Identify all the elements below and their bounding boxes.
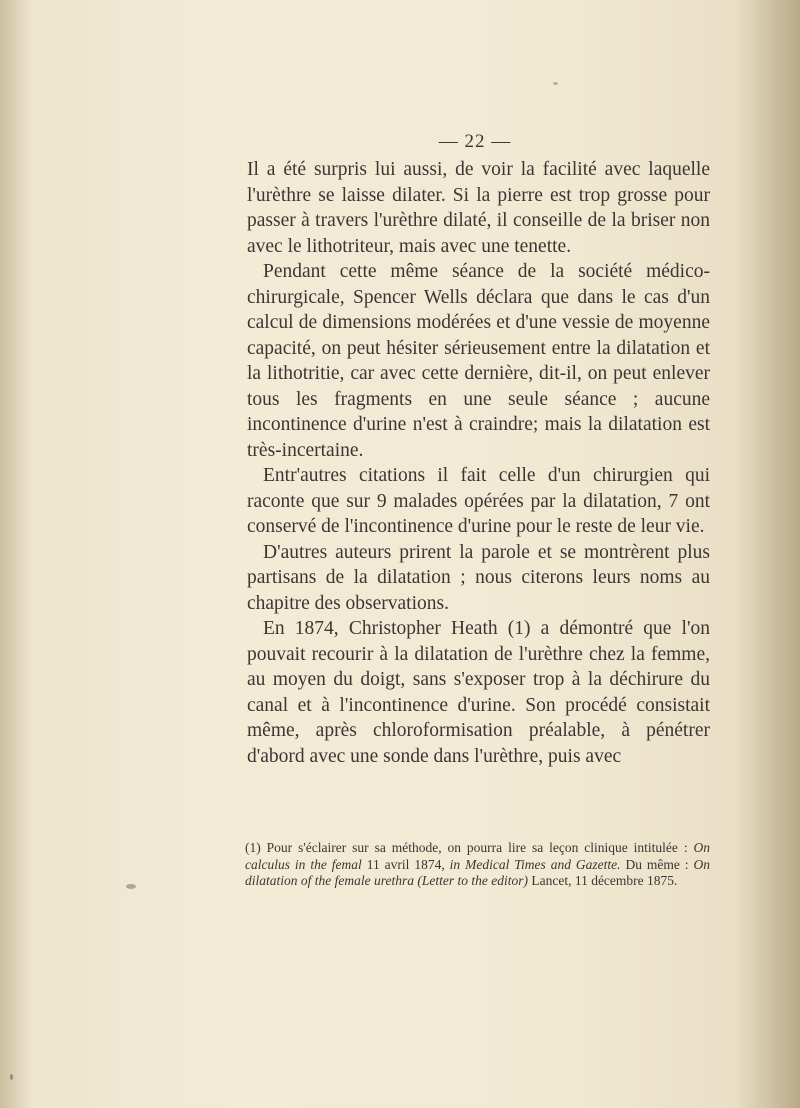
footnote xyxy=(245,840,710,890)
paragraph: D'autres auteurs prirent la parole et se montrèrent plus partisans de la dilatation ; nous citerons leurs noms au chapitre des observations. xyxy=(247,541,710,614)
page-number: — 22 — xyxy=(438,131,512,152)
footnote-title: in Medical Times and Gazette. xyxy=(449,856,621,872)
paragraph: Il a été surpris lui aussi, de voir la facilité avec laquelle l'urèthre se laisse dilater. Si la pierre est trop grosse pour passer à travers l'urèthre dilaté, il conseille de la briser non avec le lithotriteur, mais avec une tenette. xyxy=(247,159,710,257)
footnote-text: Du même : xyxy=(625,856,689,872)
footnote-text: Lancet, 11 décembre 1875. xyxy=(531,873,678,888)
paper-speck xyxy=(553,82,558,85)
paper-speck xyxy=(126,884,136,889)
footnote-mark: (1) xyxy=(245,840,261,855)
footnote-title: On calculus in the femal xyxy=(245,840,711,872)
footnote-text: Pour s'éclairer sur sa méthode, on pourra lire sa leçon clinique intitulée : xyxy=(266,840,688,855)
body-text xyxy=(247,157,710,769)
paper-speck xyxy=(10,1074,13,1080)
paragraph: En 1874, Christopher Heath (1) a démontré que l'on pouvait recourir à la dilatation de l'urèthre chez la femme, au moyen du doigt, sans s'exposer trop à la déchirure du canal et à l'incontinence d'urine. Son procédé consistait même, après chloroformisation préalable, à pénétrer d'abord avec une sonde dans l'urèthre, puis avec xyxy=(247,618,710,767)
paragraph: Entr'autres citations il fait celle d'un chirurgien qui raconte que sur 9 malades opérées par la dilatation, 7 ont conservé de l'incontinence d'urine pour le reste de leur vie. xyxy=(247,465,710,537)
paragraph: Pendant cette même séance de la société médico-chirurgicale, Spencer Wells déclara que dans le cas d'un calcul de dimensions modérées et d'une vessie de moyenne capacité, on peut hésiter sérieusement entre la dilatation et la lithotritie, car avec cette dernière, dit-il, on peut enlever tous les fragments en une seule séance ; aucune incontinence d'urine n'est à craindre; mais la dilatation est très-incertaine. xyxy=(247,261,710,461)
footnote-title: On dilatation of the female urethra (Letter to the editor) xyxy=(245,856,710,888)
footnote-text: 11 avril 1874, xyxy=(366,856,445,872)
